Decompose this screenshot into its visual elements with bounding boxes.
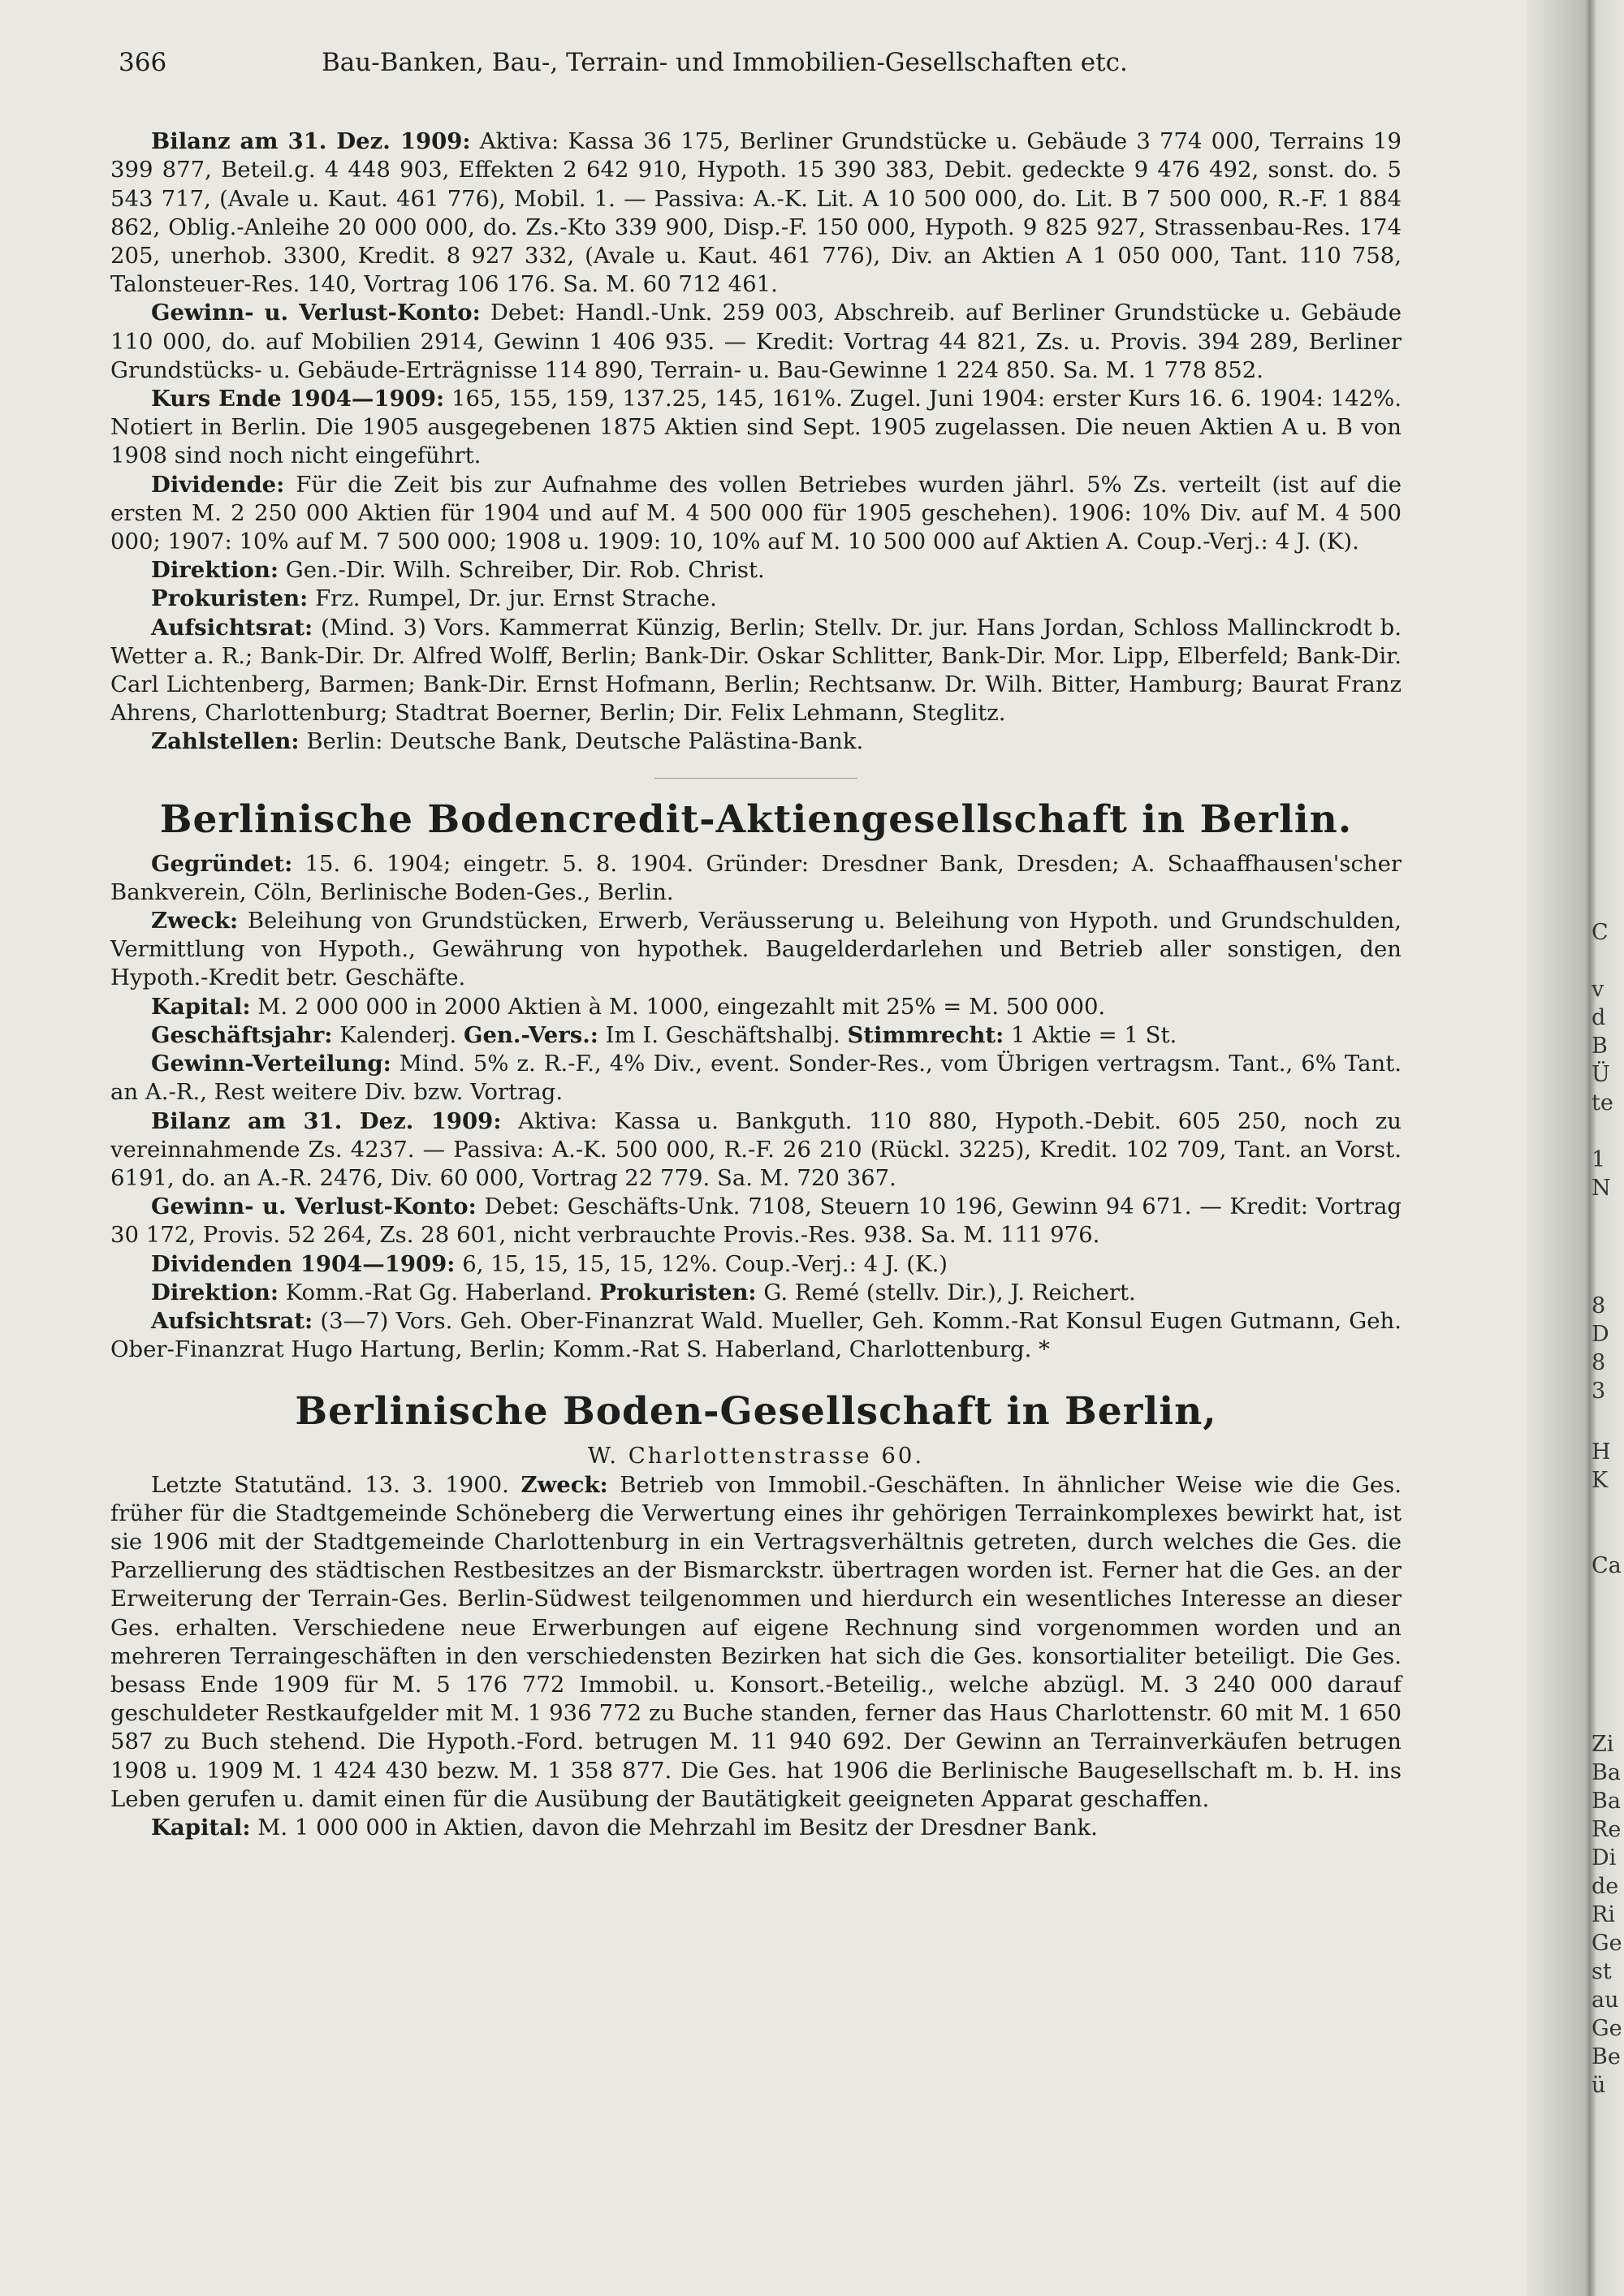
entry1-prokuristen: Prokuristen: Frz. Rumpel, Dr. jur. Ernst Strache.: [151, 585, 717, 612]
running-header: [119, 49, 1402, 77]
entry2-direktion: Direktion: Komm.-Rat Gg. Haberland. Prokuristen: G. Remé (stellv. Dir.), J. Reichert.: [151, 1279, 1136, 1306]
edge-fragment: Di: [1592, 1845, 1617, 1871]
entry3-address: W. Charlottenstrasse 60.: [587, 1443, 925, 1470]
edge-fragment: 3: [1592, 1379, 1606, 1404]
edge-fragment: Ba: [1592, 1760, 1621, 1785]
entry2-kapital: Kapital: M. 2 000 000 in 2000 Aktien à M. 1000, eingezahlt mit 25% = M. 500 000.: [151, 993, 1106, 1020]
entry2-guv: Gewinn- u. Verlust-Konto: Debet: Geschäfts-Unk. 7108, Steuern 10 196, Gewinn 94 671. — Kredit: Vortrag 30 172, Provis. 52 264, Zs. 28 601, nicht verbrauchte Provis.-Res. 938. Sa. M. 111 976.: [110, 1193, 1402, 1249]
entry1-aufsichtsrat: Aufsichtsrat: (Mind. 3) Vors. Kammerrat Künzig, Berlin; Stellv. Dr. jur. Hans Jordan, Schloss Mallinckrodt b. Wetter a. R.; Bank-Dir. Dr. Alfred Wolff, Berlin; Bank-Dir. Oskar Schlitter, Bank-Dir. Mor. Lipp, Elberfeld; Bank-Dir. Carl Lichtenberg, Barmen; Bank-Dir. Ernst Hofmann, Berlin; Rechtsanw. Dr. Wilh. Bitter, Hamburg; Baurat Franz Ahrens, Charlottenburg; Stadtrat Boerner, Berlin; Dir. Felix Lehmann, Steglitz.: [110, 614, 1402, 727]
entry2-title: Berlinische Bodencredit-Aktiengesellschaft in Berlin.: [159, 796, 1353, 842]
page-number: 366: [119, 48, 167, 77]
edge-fragment: Ri: [1592, 1902, 1615, 1927]
entry3-kapital: Kapital: M. 1 000 000 in Aktien, davon die Mehrzahl im Besitz der Dresdner Bank.: [151, 1814, 1098, 1841]
edge-fragment: te: [1592, 1090, 1613, 1116]
edge-fragment: 8: [1592, 1293, 1606, 1318]
entry2-aufsichtsrat: Aufsichtsrat: (3—7) Vors. Geh. Ober-Finanzrat Wald. Mueller, Geh. Komm.-Rat Konsul Eugen Gutmann, Geh. Ober-Finanzrat Hugo Hartung, Berlin; Komm.-Rat S. Haberland, Charlottenburg. *: [110, 1307, 1402, 1363]
edge-fragment: Ba: [1592, 1789, 1621, 1814]
edge-fragment: B: [1592, 1034, 1608, 1059]
section-divider: [654, 778, 857, 779]
entry2-gegruendet: Gegründet: 15. 6. 1904; eingetr. 5. 8. 1904. Gründer: Dresdner Bank, Dresden; A. Schaaffhausen'scher Bankverein, Cöln, Berlinische Boden-Ges., Berlin.: [110, 850, 1402, 905]
edge-fragment: Zi: [1592, 1732, 1614, 1757]
edge-fragment: Ca: [1592, 1553, 1622, 1578]
entry2-dividenden: Dividenden 1904—1909: 6, 15, 15, 15, 15, 12%. Coup.-Verj.: 4 J. (K.): [151, 1250, 948, 1277]
edge-fragment: 8: [1592, 1350, 1606, 1375]
edge-fragment: N: [1592, 1176, 1611, 1201]
edge-fragment: de: [1592, 1874, 1619, 1899]
running-title: Bau-Banken, Bau-, Terrain- und Immobilien-Gesellschaften etc.: [322, 48, 1128, 77]
edge-fragment: Be: [1592, 2044, 1621, 2069]
edge-fragment: st: [1592, 1959, 1612, 1984]
edge-fragment: C: [1592, 920, 1609, 945]
edge-fragment: Re: [1592, 1817, 1622, 1842]
edge-fragment: ü: [1592, 2073, 1606, 2098]
edge-fragment: v: [1592, 977, 1605, 1002]
edge-fragment: K: [1592, 1468, 1609, 1493]
entry1-direktion: Direktion: Gen.-Dir. Wilh. Schreiber, Dir. Rob. Christ.: [151, 557, 765, 584]
entry1-kurs: Kurs Ende 1904—1909: 165, 155, 159, 137.25, 145, 161%. Zugel. Juni 1904: erster Kurs 16. 6. 1904: 142%. Notiert in Berlin. Die 1905 ausgegebenen 1875 Aktien sind Sept. 1905 zugelassen. Die neuen Aktien A u. B von 1908 sind noch nicht eingeführt.: [110, 386, 1402, 469]
edge-fragment: D: [1592, 1322, 1609, 1347]
edge-fragment: d: [1592, 1005, 1606, 1030]
entry2-geschaeftsjahr: Geschäftsjahr: Kalenderj. Gen.-Vers.: Im I. Geschäftshalbj. Stimmrecht: 1 Aktie = 1 St.: [151, 1021, 1177, 1048]
edge-fragment: H: [1592, 1439, 1611, 1465]
edge-fragment: au: [1592, 1987, 1619, 2013]
entry3-zweck: Letzte Statutänd. 13. 3. 1900. Zweck: Betrieb von Immobil.-Geschäften. In ähnlicher Weise wie die Ges. früher für die Stadtgemeinde Schöneberg die Verwertung eines ihr gehörigen Terrainkomplexes bewirkt hat, ist sie 1906 mit der Stadtgemeinde Charlottenburg in ein Vertragsverhältnis getreten, durch welches die Ges. die Parzellierung des städtischen Restbesitzes an der Bismarckstr. übertragen worden ist. Ferner hat die Ges. an der Erweiterung der Terrain-Ges. Berlin-Südwest teilgenommen und hierdurch ein wesentliches Interesse an dieser Ges. erhalten. Verschiedene neue Erwerbungen auf eigene Rechnung sind vorgenommen worden und an mehreren Terraingeschäften in den verschiedensten Bezirken hat sich die Ges. konsortialiter beteiligt. Die Ges. besass Ende 1909 für M. 5 176 772 Immobil. u. Konsort.-Beteilig., welche abzügl. M. 3 240 000 darauf geschuldeter Restkaufgelder mit M. 1 936 772 zu Buche standen, ferner das Haus Charlottenstr. 60 mit M. 1 650 587 zu Buch stehend. Die Hypoth.-Ford. betrugen M. 11 940 692. Der Gewinn an Terrainverkäufen betrugen 1908 u. 1909 M. 1 424 430 bezw. M. 1 358 877. Die Ges. hat 1906 die Berlinische Baugesellschaft m. b. H. ins Leben gerufen u. damit einen für die Ausübung der Bautätigkeit geeigneten Apparat geschaffen.: [110, 1471, 1402, 1812]
entry1-zahlstellen: Zahlstellen: Berlin: Deutsche Bank, Deutsche Palästina-Bank.: [151, 728, 864, 755]
entry2-bilanz: Bilanz am 31. Dez. 1909: Aktiva: Kassa u. Bankguth. 110 880, Hypoth.-Debit. 605 250, noch zu vereinnahmende Zs. 4237. — Passiva: A.-K. 500 000, R.-F. 26 210 (Rückl. 3225), Kredit. 102 709, Tant. an Vorst. 6191, do. an A.-R. 2476, Div. 60 000, Vortrag 22 779. Sa. M. 720 367.: [110, 1107, 1402, 1191]
edge-fragment: Ge: [1592, 1931, 1622, 1956]
entry2-zweck: Zweck: Beleihung von Grundstücken, Erwerb, Veräusserung u. Beleihung von Hypoth. und Grundschulden, Vermittlung von Hypoth., Gewährung von hypothek. Baugelderdarlehen und Betrieb aller sonstigen, den Hypoth.-Kredit betr. Geschäfte.: [110, 908, 1402, 991]
entry1-bilanz: Bilanz am 31. Dez. 1909: Aktiva: Kassa 36 175, Berliner Grundstücke u. Gebäude 3 774 000, Terrains 19 399 877, Beteil.g. 4 448 903, Effekten 2 642 910, Hypoth. 15 390 383, Debit. gedeckte 9 476 492, sonst. do. 5 543 717, (Avale u. Kaut. 461 776), Mobil. 1. — Passiva: A.-K. Lit. A 10 500 000, do. Lit. B 7 500 000, R.-F. 1 884 862, Oblig.-Anleihe 20 000 000, do. Zs.-Kto 339 900, Disp.-F. 150 000, Hypoth. 9 825 927, Strassenbau-Res. 174 205, unerhob. 3300, Kredit. 8 927 332, (Avale u. Kaut. 461 776), Div. an Aktien A 1 050 000, Tant. 110 758, Talonsteuer-Res. 140, Vortrag 106 176. Sa. M. 60 712 461.: [110, 128, 1402, 298]
edge-fragment: 1: [1592, 1147, 1606, 1172]
entry3-title: Berlinische Boden-Gesellschaft in Berlin,: [295, 1389, 1217, 1435]
edge-fragment: Ge: [1592, 2016, 1622, 2041]
entry1-guv: Gewinn- u. Verlust-Konto: Debet: Handl.-Unk. 259 003, Abschreib. auf Berliner Grundstücke u. Gebäude 110 000, do. auf Mobilien 2914, Gewinn 1 406 935. — Kredit: Vortrag 44 821, Zs. u. Provis. 394 289, Berliner Grundstücks- u. Gebäude-Erträgnisse 114 890, Terrain- u. Bau-Gewinne 1 224 850. Sa. M. 1 778 852.: [110, 300, 1402, 383]
entry1-dividende: Dividende: Für die Zeit bis zur Aufnahme des vollen Betriebes wurden jährl. 5% Zs. verteilt (ist auf die ersten M. 2 250 000 Aktien für 1904 und auf M. 4 500 000 für 1905 geschehen). 1906: 10% Div. auf M. 4 500 000; 1907: 10% auf M. 7 500 000; 1908 u. 1909: 10, 10% auf M. 10 500 000 auf Aktien A. Coup.-Verj.: 4 J. (K).: [110, 471, 1402, 555]
document-page: [110, 49, 1402, 1842]
entry2-gewinn-verteilung: Gewinn-Verteilung: Mind. 5% z. R.-F., 4% Div., event. Sonder-Res., vom Übrigen vertragsm. Tant., 6% Tant. an A.-R., Rest weitere Div. bzw. Vortrag.: [110, 1051, 1402, 1106]
edge-fragment: Ü: [1592, 1062, 1610, 1087]
